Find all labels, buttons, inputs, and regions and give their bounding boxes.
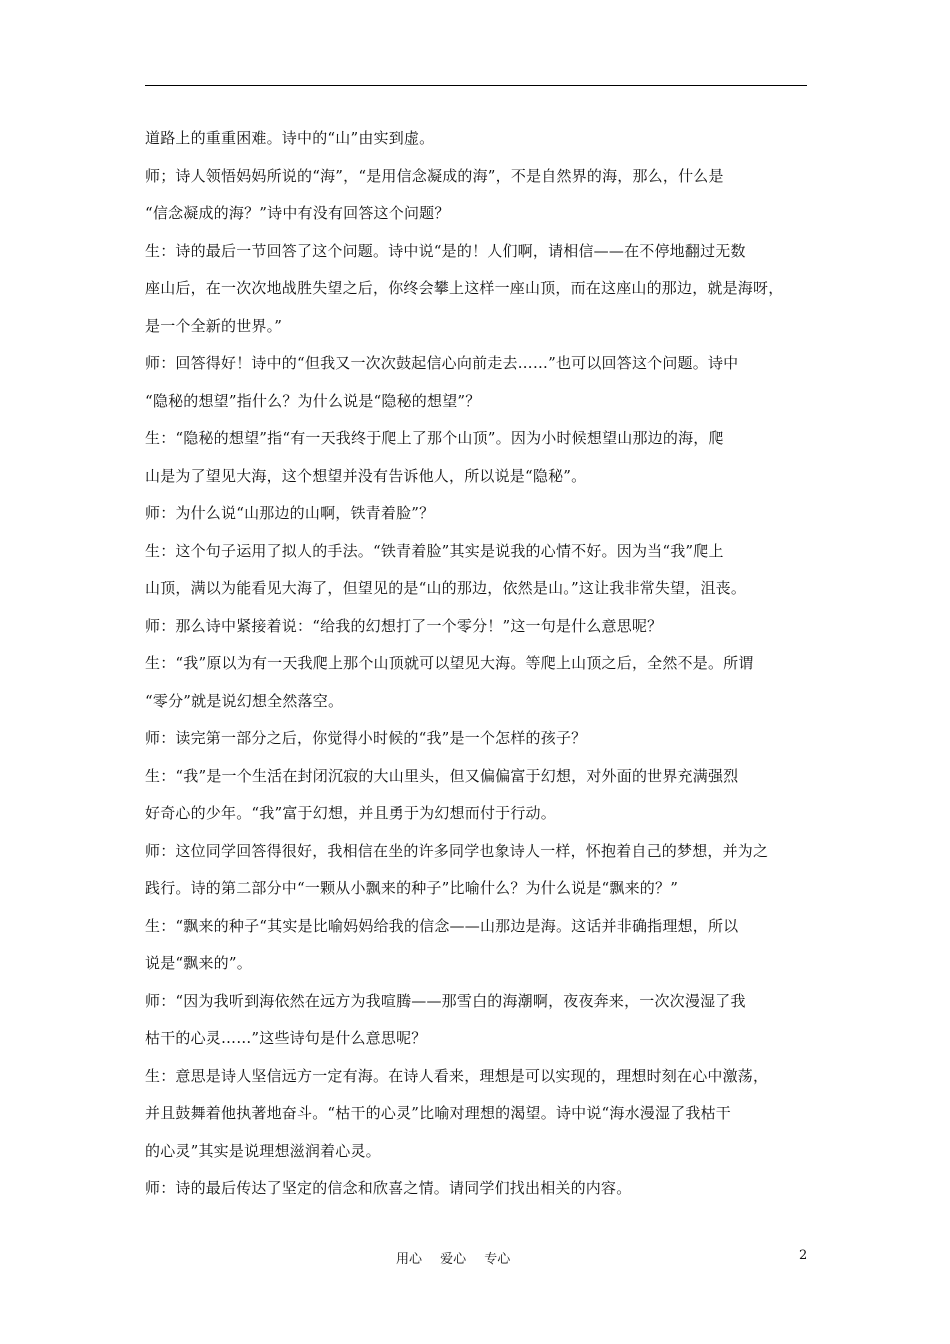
header-rule	[145, 85, 807, 86]
text-line: 生：“隐秘的想望”指“有一天我终于爬上了那个山顶”。因为小时候想望山那边的海，爬	[145, 429, 724, 447]
text-line: 生：诗的最后一节回答了这个问题。诗中说“是的！人们啊，请相信——在不停地翻过无数	[145, 241, 746, 260]
text-line: 好奇心的少年。“我”富于幻想，并且勇于为幻想而付于行动。	[145, 804, 556, 822]
text-line: 生：“飘来的种子“其实是比喻妈妈给我的信念——山那边是海。这话并非确指理想，所以	[145, 916, 739, 935]
page-number: 2	[799, 1248, 808, 1263]
text-line: 生：这个句子运用了拟人的手法。“铁青着脸”其实是说我的心情不好。因为当“我”爬上	[145, 541, 724, 560]
text-line: 山是为了望见大海，这个想望并没有告诉他人，所以说是“隐秘”。	[145, 466, 587, 485]
text-line: “零分”就是说幻想全然落空。	[145, 691, 344, 710]
text-line: “隐秘的想望”指什么？为什么说是“隐秘的想望”？	[145, 391, 481, 410]
text-line: 师：诗的最后传达了坚定的信念和欣喜之情。请同学们找出相关的内容。	[145, 1179, 632, 1197]
text-line: 山顶，满以为能看见大海了，但望见的是“山的那边，依然是山。”这让我非常失望，沮丧。	[145, 579, 747, 597]
text-line: 践行。诗的第二部分中“一颗从小飘来的种子”比喻什么？为什么说是“飘来的？”	[145, 879, 679, 897]
text-line: 是一个全新的世界。”	[145, 316, 283, 335]
body-text	[145, 120, 810, 1208]
text-line: 说是“飘来的”。	[145, 954, 252, 972]
footer-motto: 用心 爱心 专心	[396, 1252, 511, 1267]
text-line: 师：回答得好！诗中的“但我又一次次鼓起信心向前走去……”也可以回答这个问题。诗中	[145, 354, 739, 372]
text-line: 的心灵”其实是说理想滋润着心灵。	[145, 1141, 381, 1160]
text-line: 师：读完第一部分之后，你觉得小时候的“我”是一个怎样的孩子？	[145, 729, 587, 747]
text-line: 师；诗人领悟妈妈所说的“海”，“是用信念凝成的海”，不是自然界的海，那么，什么是	[145, 166, 724, 185]
text-line: 师：那么诗中紧接着说：“给我的幻想打了一个零分！”这一句是什么意思呢？	[145, 616, 663, 635]
text-line: 枯干的心灵……”这些诗句是什么意思呢？	[145, 1029, 427, 1047]
text-line: 师：为什么说“山那边的山啊，铁青着脸”？	[145, 504, 435, 522]
text-line: 座山后，在一次次地战胜失望之后，你终会攀上这样一座山顶，而在这座山的那边，就是海呀，	[145, 279, 784, 297]
text-line: 生：“我”原以为有一天我爬上那个山顶就可以望见大海。等爬上山顶之后，全然不是。所谓	[145, 654, 754, 672]
text-line: 师：这位同学回答得很好，我相信在坐的许多同学也象诗人一样，怀抱着自己的梦想，并为之	[145, 841, 769, 860]
text-line: 道路上的重重困难。诗中的“山”由实到虚。	[145, 129, 435, 147]
text-line: “信念凝成的海？”诗中有没有回答这个问题？	[145, 204, 450, 222]
text-line: 生：“我”是一个生活在封闭沉寂的大山里头，但又偏偏富于幻想，对外面的世界充满强烈	[145, 766, 739, 785]
text-line: 师：“因为我听到海依然在远方为我喧腾——那雪白的海潮啊，夜夜奔来，一次次漫湿了我	[145, 991, 746, 1010]
text-line: 并且鼓舞着他执著地奋斗。“枯干的心灵”比喻对理想的渴望。诗中说“海水漫湿了我枯干	[145, 1104, 732, 1122]
text-line: 生：意思是诗人坚信远方一定有海。在诗人看来，理想是可以实现的，理想时刻在心中激荡，	[145, 1066, 769, 1085]
